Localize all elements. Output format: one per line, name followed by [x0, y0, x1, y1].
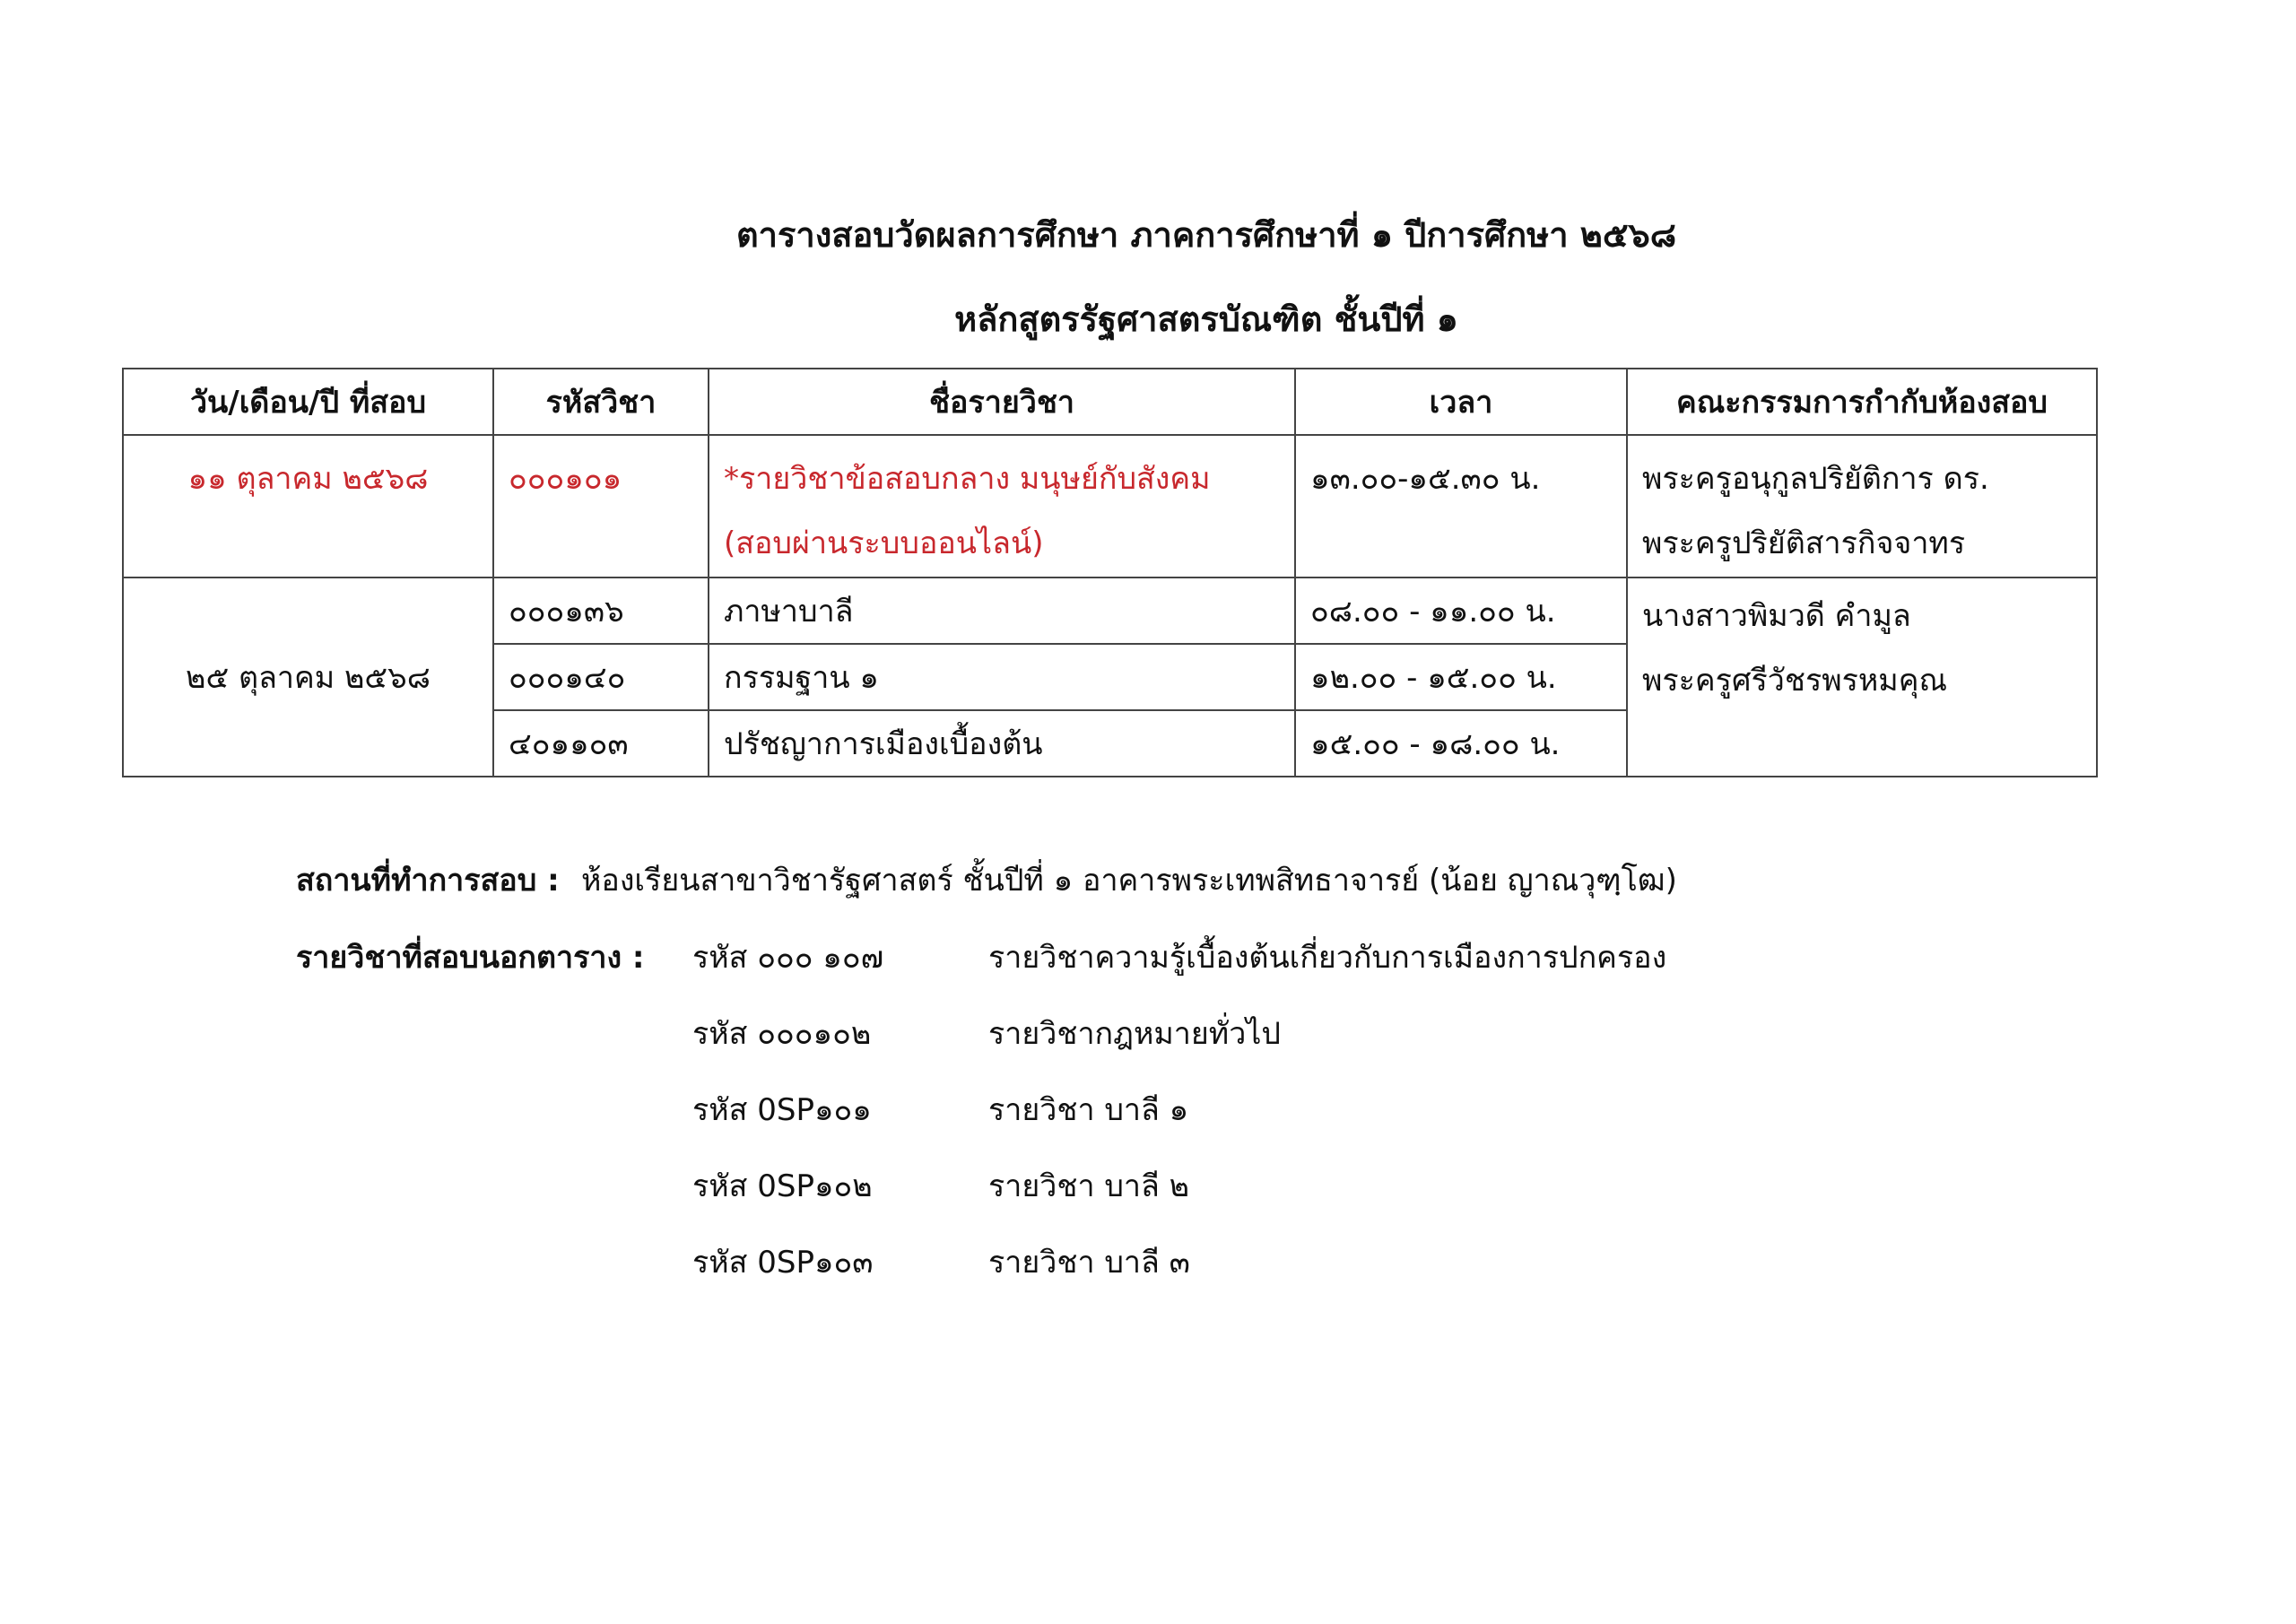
- outside-course-name: รายวิชากฎหมายทั่วไป: [988, 1016, 1281, 1052]
- exam-date-cell: ๑๑ ตุลาคม ๒๕๖๘: [123, 435, 493, 578]
- outside-schedule-label: รายวิชาที่สอบนอกตาราง :: [296, 940, 645, 976]
- course-name-cell: ภาษาบาลี: [709, 578, 1295, 644]
- proctor-name: นางสาวพิมวดี คำมูล: [1642, 598, 1911, 634]
- venue-label: สถานที่ทำการสอบ :: [296, 863, 560, 899]
- venue-value: ห้องเรียนสาขาวิชารัฐศาสตร์ ชั้นปีที่ ๑ อาคารพระเทพสิทธาจารย์ (น้อย ญาณวุฑฺโฒ): [581, 863, 1677, 899]
- outside-course-name: รายวิชา บาลี ๓: [988, 1245, 1190, 1281]
- course-code-cell: ๐๐๐๑๐๑: [493, 435, 709, 578]
- proctors-cell: [1627, 578, 2097, 777]
- exam-time-cell: ๑๓.๐๐-๑๕.๓๐ น.: [1295, 435, 1627, 578]
- outside-course-name: รายวิชา บาลี ๒: [988, 1168, 1190, 1204]
- table-header-row: [123, 369, 2097, 435]
- outside-course-name: รายวิชา บาลี ๑: [988, 1092, 1189, 1128]
- outside-course-code: รหัส ๐๐๐๑๐๒: [692, 1016, 872, 1052]
- course-code-cell: ๐๐๐๑๓๖: [493, 578, 709, 644]
- outside-course-name: รายวิชาความรู้เบื้องต้นเกี่ยวกับการเมืองการปกครอง: [988, 940, 1667, 976]
- outside-course-code: รหัส ๐๐๐ ๑๐๗: [692, 940, 884, 976]
- exam-schedule-table: [122, 368, 2098, 777]
- proctor-name: พระครูอนุกูลปริยัติการ ดร.: [1642, 461, 1989, 497]
- header-course-name: ชื่อรายวิชา: [709, 369, 1295, 435]
- course-name-cell: ปรัชญาการเมืองเบื้องต้น: [709, 710, 1295, 777]
- outside-course-code: รหัส 0SP๑๐๓: [692, 1245, 874, 1281]
- exam-time-cell: ๑๕.๐๐ - ๑๘.๐๐ น.: [1295, 710, 1627, 777]
- course-code-cell: ๐๐๐๑๔๐: [493, 644, 709, 710]
- table-row: [123, 578, 2097, 644]
- proctors-cell: [1627, 435, 2097, 578]
- header-exam-date: วัน/เดือน/ปี ที่สอบ: [123, 369, 493, 435]
- course-name-note: (สอบผ่านระบบออนไลน์): [724, 525, 1044, 561]
- document-subtitle: หลักสูตรรัฐศาสตรบัณฑิต ชั้นปีที่ ๑: [954, 300, 1458, 339]
- outside-course-code: รหัส 0SP๑๐๑: [692, 1092, 872, 1128]
- header-proctors: คณะกรรมการกำกับห้องสอบ: [1627, 369, 2097, 435]
- document-title: ตารางสอบวัดผลการศึกษา ภาคการศึกษาที่ ๑ ปีการศึกษา ๒๕๖๘: [735, 215, 1677, 255]
- exam-date-cell: ๒๕ ตุลาคม ๒๕๖๘: [123, 578, 493, 777]
- course-name-cell: [709, 435, 1295, 578]
- proctor-name: พระครูศรีวัชรพรหมคุณ: [1642, 663, 1947, 699]
- outside-course-code: รหัส 0SP๑๐๒: [692, 1168, 873, 1204]
- exam-time-cell: ๑๒.๐๐ - ๑๕.๐๐ น.: [1295, 644, 1627, 710]
- header-time: เวลา: [1295, 369, 1627, 435]
- course-name-cell: กรรมฐาน ๑: [709, 644, 1295, 710]
- exam-time-cell: ๐๘.๐๐ - ๑๑.๐๐ น.: [1295, 578, 1627, 644]
- course-name-line: *รายวิชาข้อสอบกลาง มนุษย์กับสังคม: [724, 461, 1211, 497]
- course-code-cell: ๔๐๑๑๐๓: [493, 710, 709, 777]
- header-course-code: รหัสวิชา: [493, 369, 709, 435]
- table-row: [123, 435, 2097, 578]
- proctor-name: พระครูปริยัติสารกิจจาทร: [1642, 525, 1966, 561]
